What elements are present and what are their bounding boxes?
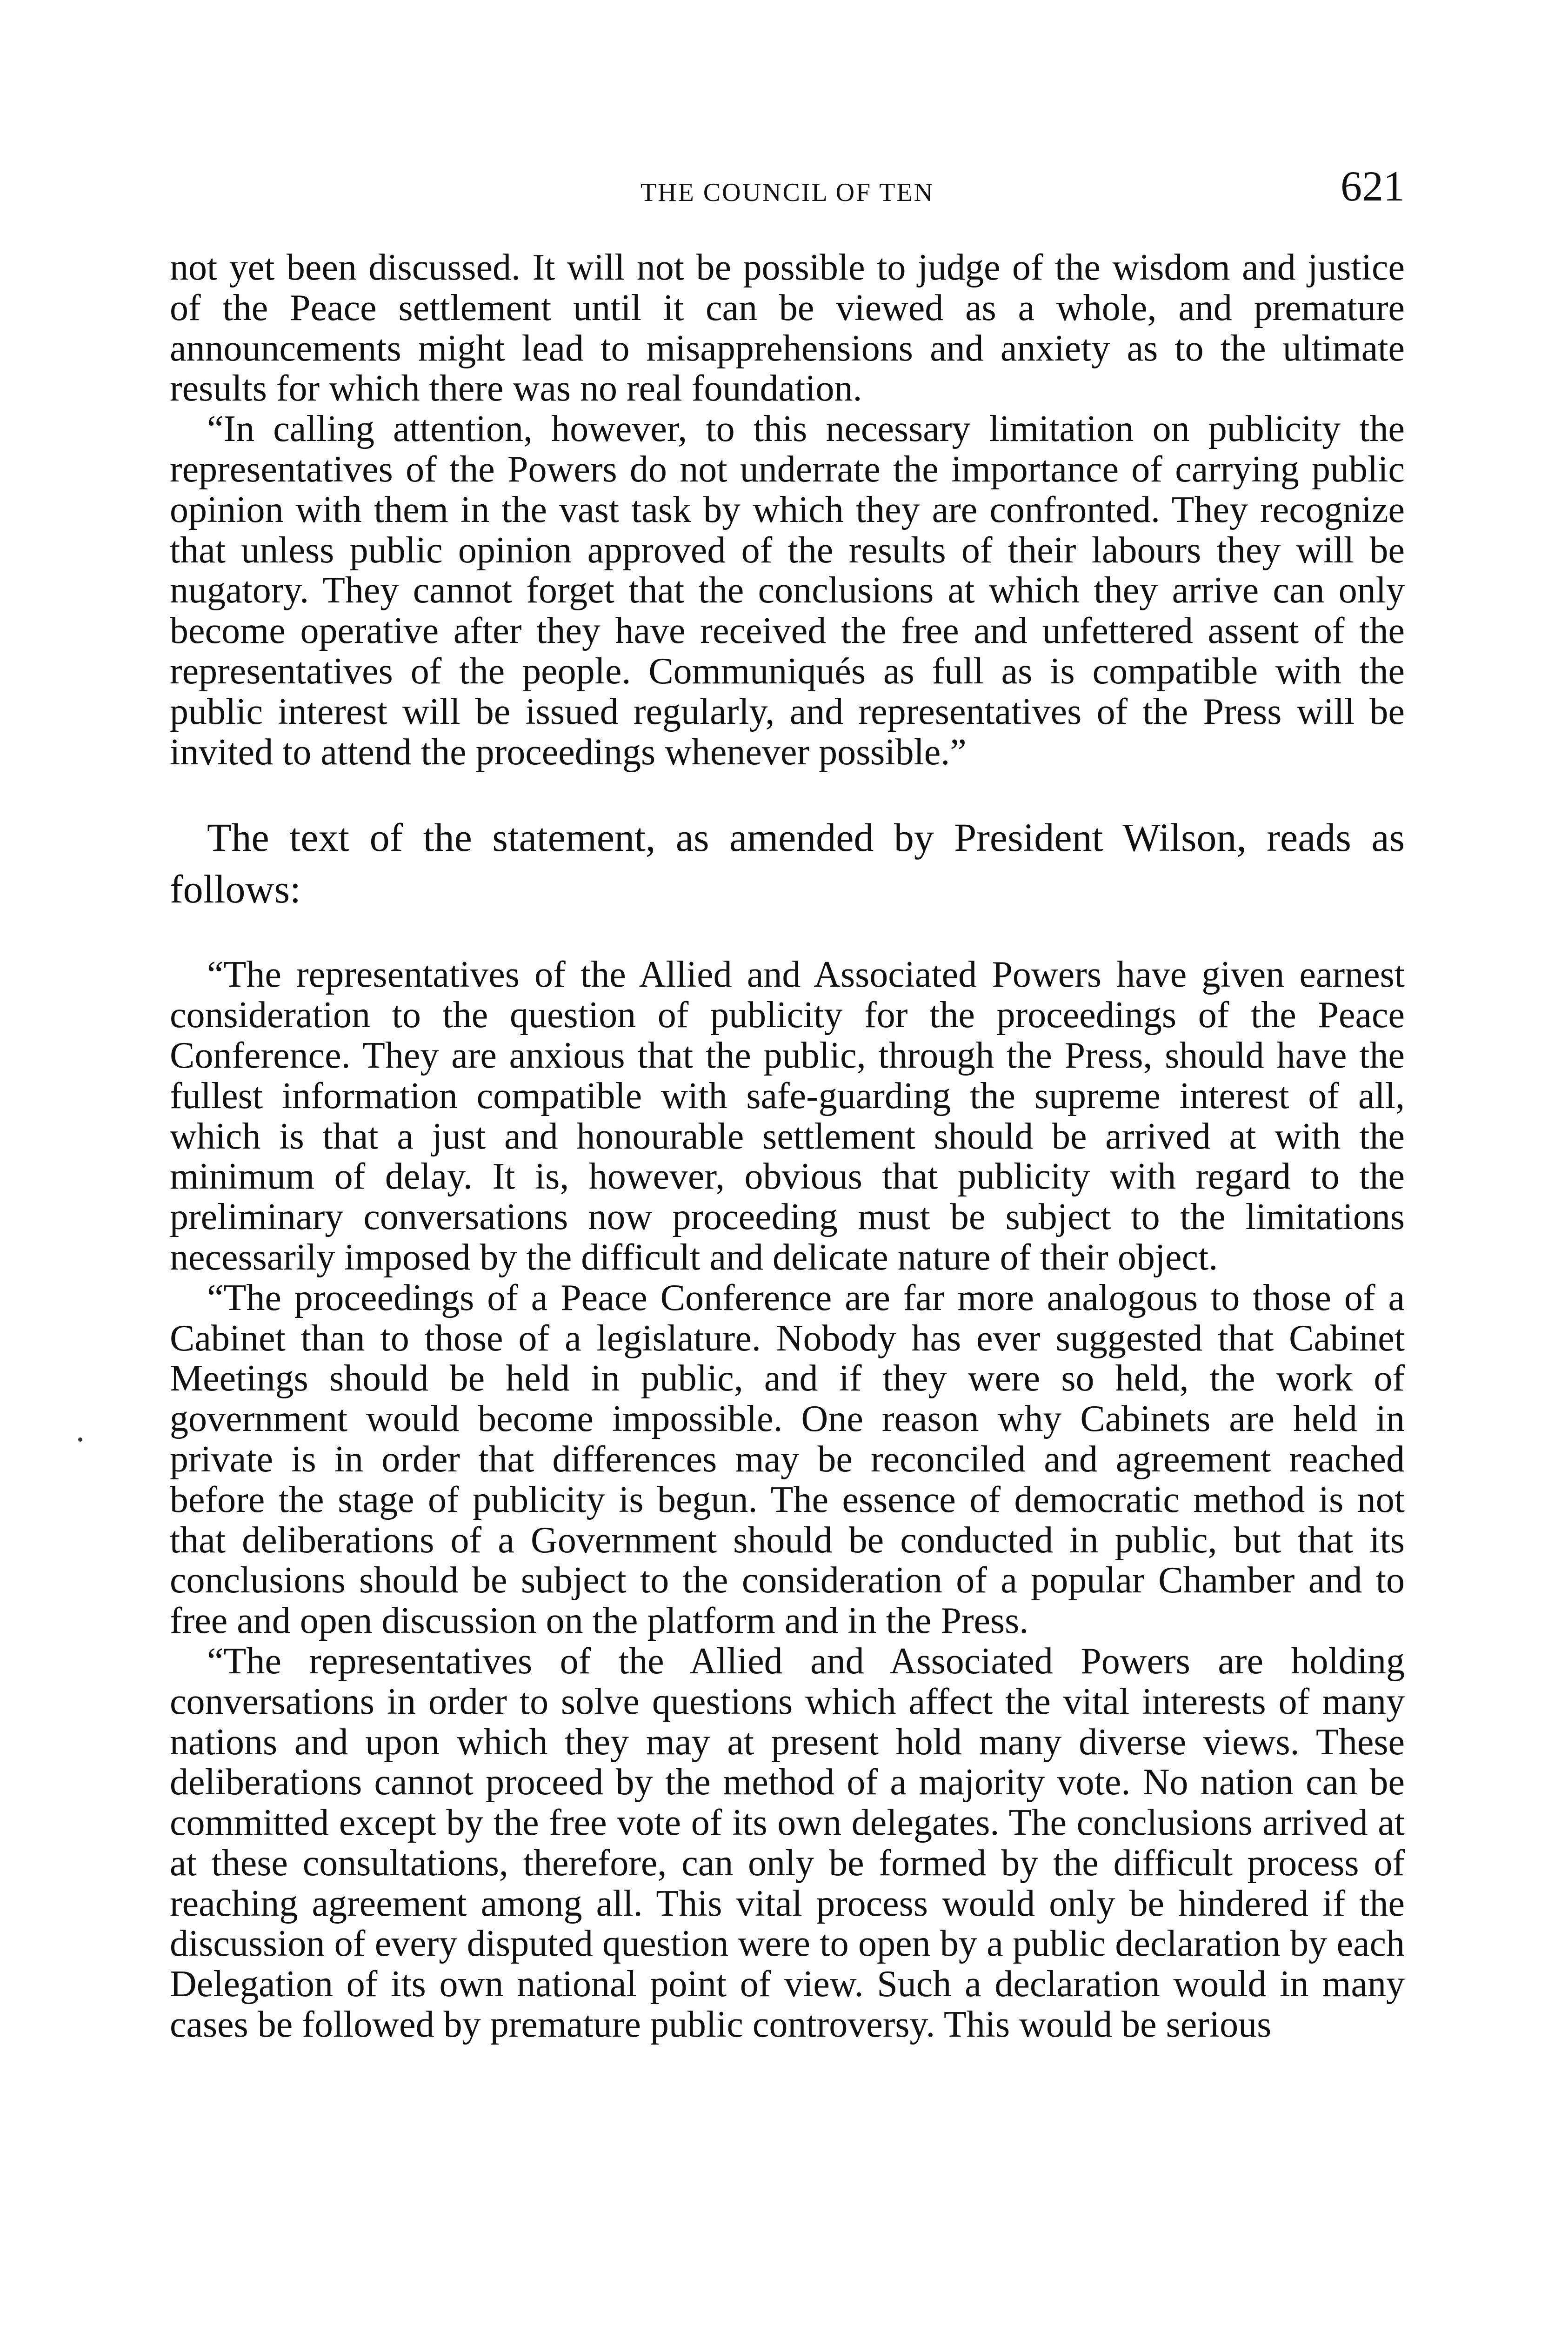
- paragraph-quote-cabinet: “The proceedings of a Peace Conference are far more analogous to those of a Cabinet than to those of a legislature. Nobody has ever suggested that Cabinet Meetings should be held in public, and if they were so held, the work of government would become impossible. One reason why Cabinets are held in private is in order that differences may be reconciled and agreement reached before the stage of publicity is begun. The essence of democratic method is not that deliberations of a Government should be conducted in public, but that its conclusions should be subject to the consideration of a popular Chamber and to free and open discussion on the platform and in the Press.: [170, 1277, 1405, 1642]
- running-title: THE COUNCIL OF TEN: [640, 178, 934, 207]
- paragraph-quote-publicity: “The representatives of the Allied and Associated Powers have given earnest consideration to the question of publicity for the proceedings of the Peace Conference. They are anxious that the public, through the Press, should have the fullest information compatible with safe-guarding the supreme interest of all, which is that a just and honourable settlement should be arrived at with the minimum of delay. It is, however, obvious that publicity with regard to the preliminary conversations now proceeding must be subject to the limitations necessarily imposed by the difficult and delicate nature of their object.: [170, 954, 1405, 1278]
- margin-speck: [78, 1437, 82, 1442]
- paragraph-quote-limitation: “In calling attention, however, to this necessary limitation on publicity the representatives of the Powers do not underrate the importance of carrying public opinion with them in the vast task by which they are confronted. They recognize that unless public opinion approved of the results of their labours they will be nugatory. They cannot forget that the conclusions at which they arrive can only become operative after they have received the free and unfettered assent of the representatives of the people. Communiqués as full as is compatible with the public interest will be issued regularly, and representatives of the Press will be invited to attend the proceedings whenever possible.”: [170, 408, 1405, 773]
- paragraph-quote-conversations: “The representatives of the Allied and Associated Powers are holding conversations in order to solve questions which affect the vital interests of many nations and upon which they may at present hold many diverse views. These deliberations cannot proceed by the method of a majority vote. No nation can be committed except by the free vote of its own delegates. The conclusions arrived at at these consultations, therefore, can only be formed by the difficult process of reaching agreement among all. This vital process would only be hindered if the discussion of every disputed question were to open by a public declaration by each Delegation of its own national point of view. Such a declaration would in many cases be followed by premature public controversy. This would be serious: [170, 1640, 1405, 2045]
- body-text: [170, 247, 1405, 2045]
- running-head: [170, 160, 1405, 216]
- page-number: 621: [1341, 162, 1405, 210]
- paragraph-intro: The text of the statement, as amended by President Wilson, reads as follows:: [170, 815, 1405, 912]
- paragraph-continuation: not yet been discussed. It will not be possible to judge of the wisdom and justice of the Peace settlement until it can be viewed as a whole, and premature announcements might lead to misapprehensions and anxiety as to the ultimate results for which there was no real foundation.: [170, 247, 1405, 409]
